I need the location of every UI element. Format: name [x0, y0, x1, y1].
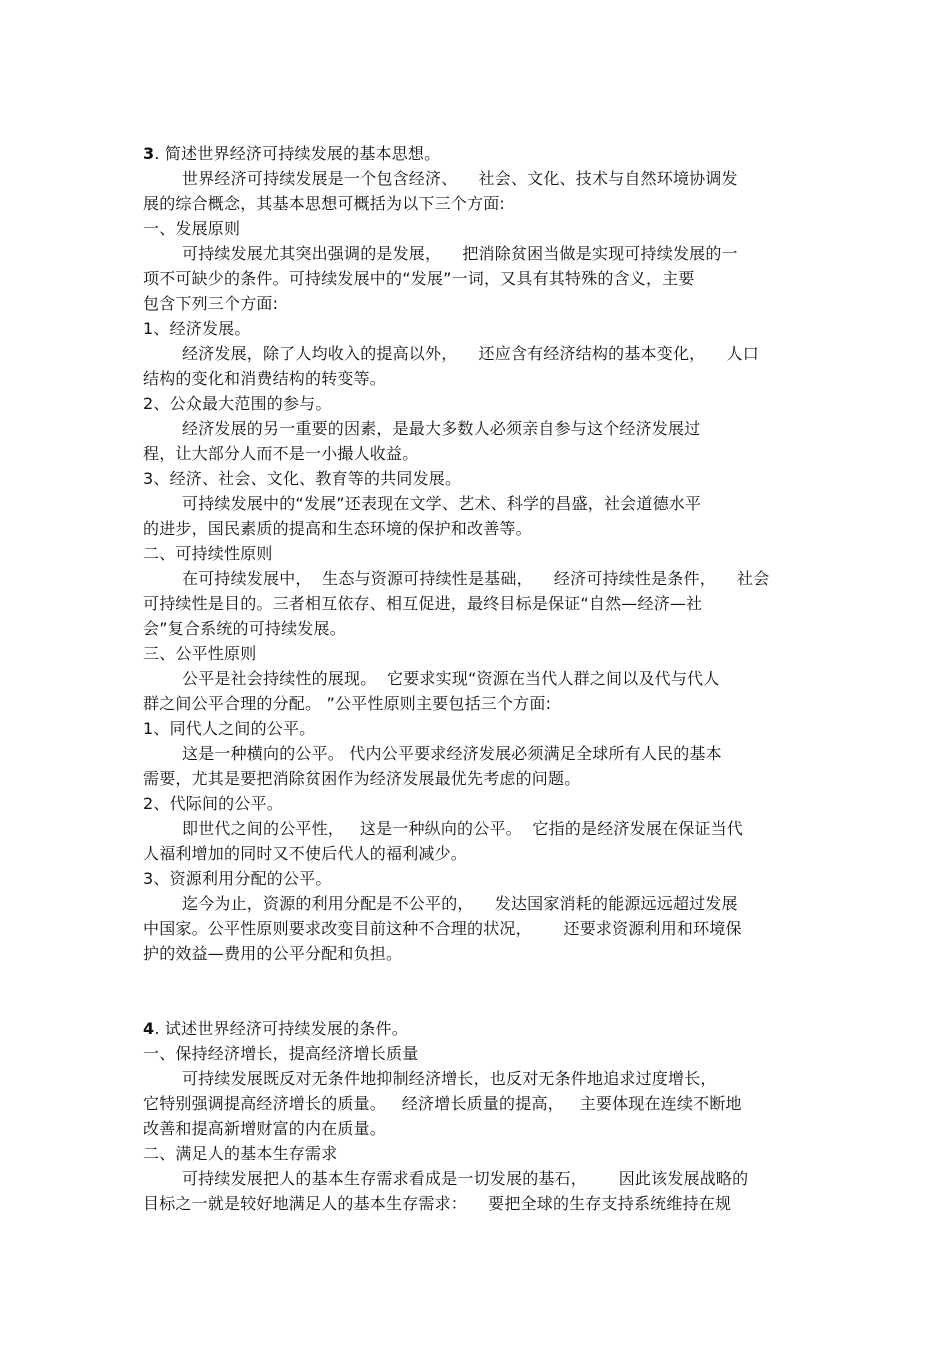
list-item-heading: 2、代际间的公平。 [143, 794, 283, 813]
list-item-heading: 2、公众最大范围的参与。 [143, 394, 332, 413]
paragraph-line: 即世代之间的公平性， 这是一种纵向的公平。 它指的是经济发展在保证当代 [182, 819, 744, 838]
paragraph-line: 人福利增加的同时又不使后代人的福利减少。 [143, 844, 468, 863]
list-item-heading: 1、同代人之间的公平。 [143, 719, 316, 738]
list-item-heading: 3、资源利用分配的公平。 [143, 869, 332, 888]
paragraph-line: 护的效益—费用的公平分配和负担。 [143, 944, 403, 963]
subheading-fairness-principle: 三、公平性原则 [143, 644, 257, 663]
section-4-title: . 试述世界经济可持续发展的条件。 [154, 1019, 408, 1038]
paragraph-line: 中国家。公平性原则要求改变目前这种不合理的状况， 还要求资源利用和环境保 [143, 919, 742, 938]
paragraph-line: 改善和提高新增财富的内在质量。 [143, 1119, 387, 1138]
paragraph-line: 可持续性是目的。三者相互依存、相互促进，最终目标是保证“自然—经济—社 [143, 594, 703, 613]
paragraph-line: 包含下列三个方面: [143, 294, 279, 313]
paragraph-line: 程，让大部分人而不是一小撮人收益。 [143, 444, 419, 463]
section-3-heading [143, 144, 440, 164]
paragraph-line: 目标之一就是较好地满足人的基本生存需求： 要把全球的生存支持系统维持在规 [143, 1194, 732, 1213]
paragraph-line: 迄今为止，资源的利用分配是不公平的， 发达国家消耗的能源远远超过发展 [182, 894, 738, 913]
paragraph-line: 可持续发展既反对无条件地抑制经济增长，也反对无条件地追求过度增长， [182, 1069, 717, 1088]
section-4-number: 4 [143, 1019, 155, 1038]
subheading-basic-needs: 二、满足人的基本生存需求 [143, 1144, 338, 1163]
section-4-heading [143, 1019, 408, 1039]
paragraph-line: 可持续发展尤其突出强调的是发展， 把消除贫困当做是实现可持续发展的一 [182, 244, 738, 263]
paragraph-line: 会”复合系统的可持续发展。 [143, 619, 346, 638]
paragraph-line: 世界经济可持续发展是一个包含经济、 社会、文化、技术与自然环境协调发 [182, 169, 738, 188]
paragraph-line: 可持续发展中的“发展”还表现在文学、艺术、科学的昌盛，社会道德水平 [182, 494, 702, 513]
section-3-title: . 简述世界经济可持续发展的基本思想。 [154, 144, 441, 163]
paragraph-line: 结构的变化和消费结构的转变等。 [143, 369, 387, 388]
paragraph-line: 的进步，国民素质的提高和生态环境的保护和改善等。 [143, 519, 532, 538]
subheading-sustainability-principle: 二、可持续性原则 [143, 544, 273, 563]
paragraph-line: 群之间公平合理的分配。 ”公平性原则主要包括三个方面: [143, 694, 552, 713]
paragraph-line: 展的综合概念，其基本思想可概括为以下三个方面: [143, 194, 505, 213]
subheading-development-principle: 一、发展原则 [143, 219, 241, 238]
paragraph-line: 公平是社会持续性的展现。 它要求实现“资源在当代人群之间以及代与代人 [182, 669, 720, 688]
paragraph-line: 它特别强调提高经济增长的质量。 经济增长质量的提高， 主要体现在连续不断地 [143, 1094, 742, 1113]
paragraph-line: 这是一种横向的公平。 代内公平要求经济发展必须满足全球所有人民的基本 [182, 744, 722, 763]
subheading-growth: 一、保持经济增长，提高经济增长质量 [143, 1044, 419, 1063]
paragraph-line: 可持续发展把人的基本生存需求看成是一切发展的基石， 因此该发展战略的 [182, 1169, 749, 1188]
section-3-number: 3 [143, 144, 155, 163]
paragraph-line: 经济发展的另一重要的因素，是最大多数人必须亲自参与这个经济发展过 [182, 419, 701, 438]
list-item-heading: 1、经济发展。 [143, 319, 251, 338]
paragraph-line: 需要，尤其是要把消除贫困作为经济发展最优先考虑的问题。 [143, 769, 581, 788]
paragraph-line: 在可持续发展中， 生态与资源可持续性是基础， 经济可持续性是条件， 社会 [182, 569, 770, 588]
paragraph-line: 项不可缺少的条件。可持续发展中的“发展”一词，又具有其特殊的含义，主要 [143, 269, 695, 288]
paragraph-line: 经济发展，除了人均收入的提高以外， 还应含有经济结构的基本变化， 人口 [182, 344, 759, 363]
list-item-heading: 3、经济、社会、文化、教育等的共同发展。 [143, 469, 462, 488]
